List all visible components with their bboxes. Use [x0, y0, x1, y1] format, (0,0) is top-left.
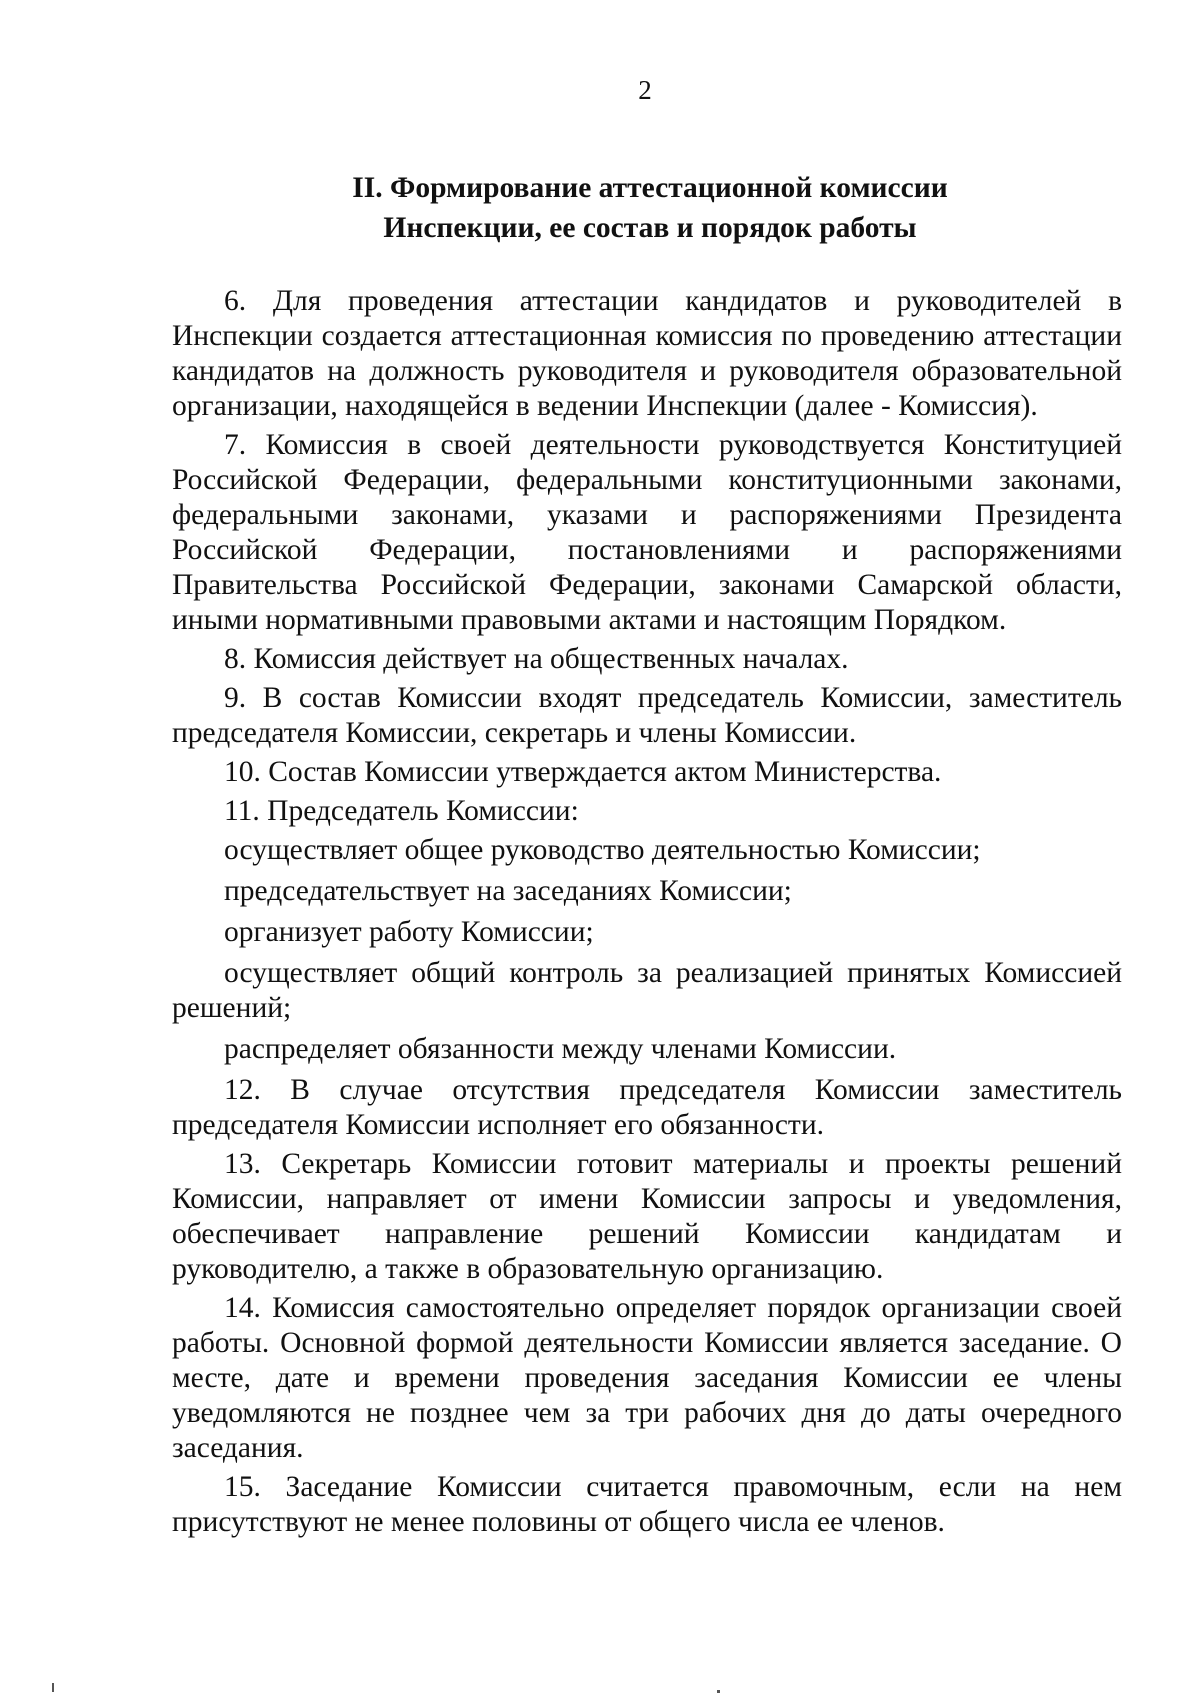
section-title-line-2: Инспекции, ее состав и порядок работы: [383, 212, 917, 244]
paragraph-10: 10. Состав Комиссии утверждается актом Министерства.: [224, 756, 942, 788]
paragraph-14: 14. Комиссия самостоятельно определяет порядок организации своей работы. Основной формой деятельности Комиссии является заседание. О месте, дате и времени проведения заседания Комиссии ее члены уведомляются не позднее чем за три рабочих дня до даты очередного заседания.: [172, 1292, 1122, 1464]
section-title-line-1: II. Формирование аттестационной комиссии: [352, 172, 948, 204]
page-number: 2: [638, 75, 652, 105]
list-item: осуществляет общее руководство деятельностью Комиссии;: [224, 834, 981, 866]
list-item: организует работу Комиссии;: [224, 916, 594, 948]
section-title: [175, 168, 1125, 248]
paragraph-12: 12. В случае отсутствия председателя Комиссии заместитель председателя Комиссии исполняет его обязанности.: [172, 1074, 1122, 1141]
paragraph-15: 15. Заседание Комиссии считается правомочным, если на нем присутствуют не менее половины от общего числа ее членов.: [172, 1471, 1122, 1538]
paragraph-8: 8. Комиссия действует на общественных началах.: [224, 643, 849, 675]
document-body: [172, 284, 1122, 1540]
list-item: председательствует на заседаниях Комиссии;: [224, 875, 792, 907]
list-item: осуществляет общий контроль за реализацией принятых Комиссией решений;: [172, 957, 1122, 1024]
list-item: распределяет обязанности между членами Комиссии.: [224, 1033, 897, 1065]
scan-artifact: [52, 1683, 54, 1692]
paragraph-6: 6. Для проведения аттестации кандидатов и руководителей в Инспекции создается аттестационная комиссия по проведению аттестации кандидатов на должность руководителя и руководителя образовательной организации, находящейся в ведении Инспекции (далее - Комиссия).: [172, 285, 1122, 422]
scan-artifact: [717, 1690, 720, 1693]
paragraph-13: 13. Секретарь Комиссии готовит материалы и проекты решений Комиссии, направляет от имени Комиссии запросы и уведомления, обеспечивает направление решений Комиссии кандидатам и руководителю, а также в образовательную организацию.: [172, 1148, 1122, 1285]
paragraph-9: 9. В состав Комиссии входят председатель Комиссии, заместитель председателя Комиссии, секретарь и члены Комиссии.: [172, 682, 1122, 749]
paragraph-7: 7. Комиссия в своей деятельности руководствуется Конституцией Российской Федерации, федеральными конституционными законами, федеральными законами, указами и распоряжениями Президента Российской Федерации, постановлениями и распоряжениями Правительства Российской Федерации, законами Самарской области, иными нормативными правовыми актами и настоящим Порядком.: [172, 429, 1122, 636]
paragraph-11: 11. Председатель Комиссии:: [224, 795, 579, 827]
